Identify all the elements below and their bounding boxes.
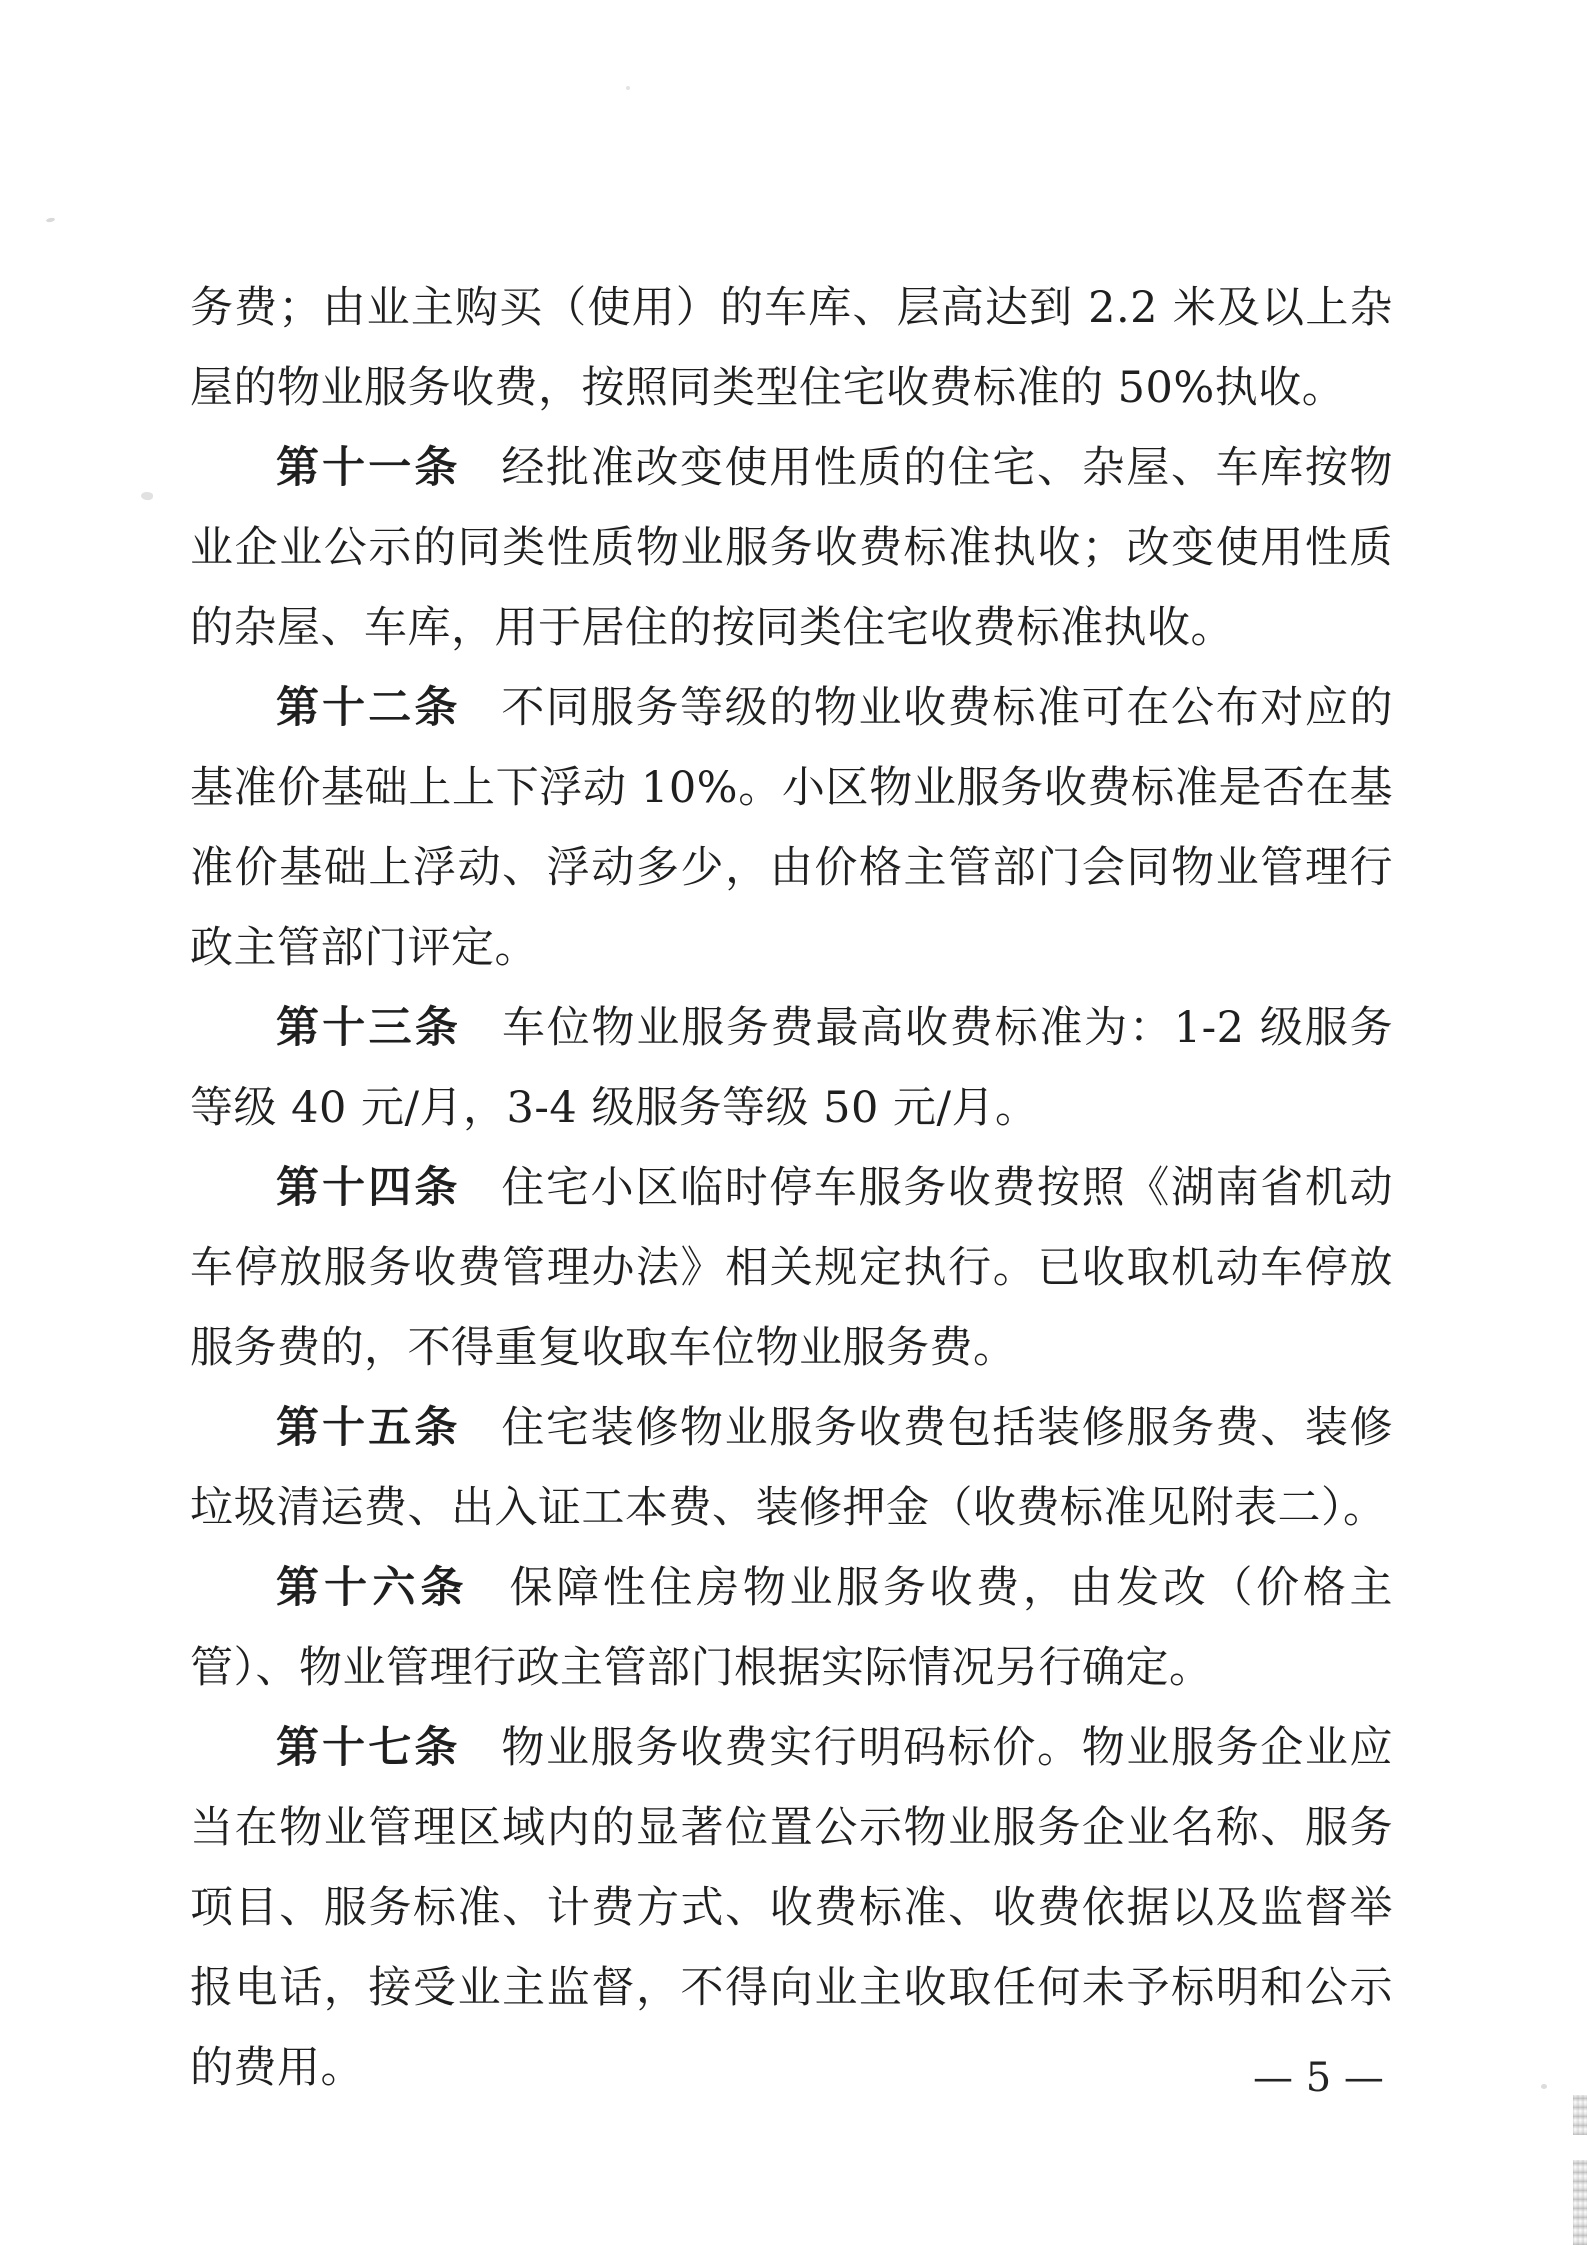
article-17-heading: 第十七条 xyxy=(276,1723,461,1773)
paragraph-article-15 xyxy=(190,1388,1393,1548)
scan-artifact-speck xyxy=(46,217,56,223)
page-number: — 5 — xyxy=(1253,2055,1384,2101)
paragraph-text: 务费；由业主购买（使用）的车库、层高达到 2.2 米及以上杂屋的物业服务收费，按照同类型住宅收费标准的 50%执收。 xyxy=(190,283,1393,413)
article-14-heading: 第十四条 xyxy=(276,1163,461,1213)
paragraph-text: 经批准改变使用性质的住宅、杂屋、车库按物业企业公示的同类性质物业服务收费标准执收；改变使用性质的杂屋、车库，用于居住的按同类住宅收费标准执收。 xyxy=(190,443,1394,653)
paragraph-text: 不同服务等级的物业收费标准可在公布对应的基准价基础上上下浮动 10%。小区物业服务收费标准是否在基准价基础上浮动、浮动多少，由价格主管部门会同物业管理行政主管部门评定。 xyxy=(190,683,1394,973)
page-footer xyxy=(1253,2056,1383,2100)
article-12-heading: 第十二条 xyxy=(276,683,461,733)
article-15-heading: 第十五条 xyxy=(276,1403,461,1453)
scan-artifact-edge-noise xyxy=(1573,2160,1587,2245)
article-16-heading: 第十六条 xyxy=(276,1563,469,1613)
paragraph-article-13 xyxy=(190,988,1393,1148)
paragraph-text: 物业服务收费实行明码标价。物业服务企业应当在物业管理区域内的显著位置公示物业服务企业名称、服务项目、服务标准、计费方式、收费标准、收费依据以及监督举报电话，接受业主监督，不得向业主收取任何未予标明和公示的费用。 xyxy=(190,1723,1394,2093)
paragraph-article-11 xyxy=(190,428,1393,668)
article-13-heading: 第十三条 xyxy=(276,1003,462,1053)
article-11-heading: 第十一条 xyxy=(276,443,461,493)
scan-artifact-speck xyxy=(141,491,154,501)
paragraph-article-16 xyxy=(190,1548,1393,1708)
paragraph-article-14 xyxy=(190,1148,1393,1388)
scan-artifact-speck xyxy=(626,86,630,90)
paragraph-article-12 xyxy=(190,668,1393,988)
paragraph-text: 住宅装修物业服务收费包括装修服务费、装修垃圾清运费、出入证工本费、装修押金（收费标准见附表二）。 xyxy=(190,1403,1394,1533)
document-body xyxy=(190,268,1393,2108)
paragraph-text: 保障性住房物业服务收费，由发改（价格主管）、物业管理行政主管部门根据实际情况另行确定。 xyxy=(190,1563,1394,1693)
paragraph-text: 住宅小区临时停车服务收费按照《湖南省机动车停放服务收费管理办法》相关规定执行。已收取机动车停放服务费的，不得重复收取车位物业服务费。 xyxy=(190,1163,1394,1373)
paragraph-continuation xyxy=(190,268,1393,428)
paragraph-text: 车位物业服务费最高收费标准为：1-2 级服务等级 40 元/月，3-4 级服务等级 50 元/月。 xyxy=(190,1003,1393,1133)
paragraph-article-17 xyxy=(190,1708,1393,2108)
scan-artifact-speck xyxy=(1541,2084,1547,2089)
scan-artifact-edge-noise xyxy=(1573,2095,1587,2135)
